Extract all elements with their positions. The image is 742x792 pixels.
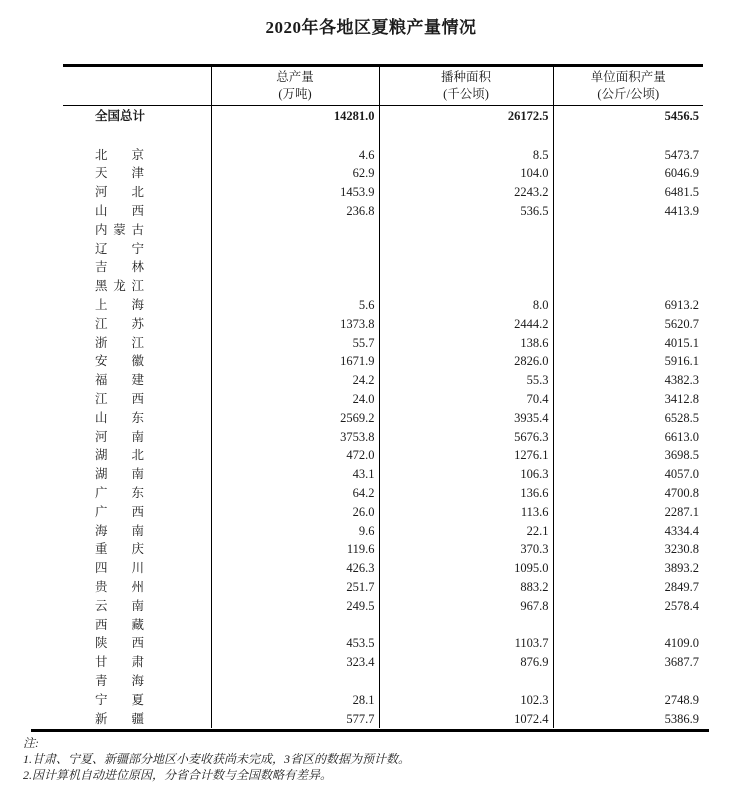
cell-value: 64.2	[211, 484, 379, 503]
cell-value: 2826.0	[379, 352, 553, 371]
cell-value: 4.6	[211, 146, 379, 165]
cell-value	[553, 672, 703, 691]
region-name: 湖 南	[95, 467, 144, 482]
column-header-total-output	[211, 66, 379, 106]
region-name: 浙 江	[95, 335, 144, 350]
national-total-row	[63, 106, 703, 126]
cell-value: 1072.4	[379, 709, 553, 728]
table-row	[63, 183, 703, 202]
cell-value: 4700.8	[553, 484, 703, 503]
table-row	[63, 164, 703, 183]
cell-value	[211, 258, 379, 277]
table-body	[63, 106, 703, 729]
cell-value: 967.8	[379, 597, 553, 616]
table-row	[63, 277, 703, 296]
cell-value: 5620.7	[553, 315, 703, 334]
cell-value	[379, 277, 553, 296]
grain-production-table	[63, 64, 703, 728]
table-row	[63, 691, 703, 710]
cell-value: 9.6	[211, 521, 379, 540]
cell-value: 453.5	[211, 634, 379, 653]
cell-value: 104.0	[379, 164, 553, 183]
table-row	[63, 503, 703, 522]
cell-value: 26.0	[211, 503, 379, 522]
table-row	[63, 465, 703, 484]
cell-value	[553, 277, 703, 296]
region-name: 上 海	[95, 298, 144, 313]
cell-value: 1373.8	[211, 315, 379, 334]
cell-value: 55.3	[379, 371, 553, 390]
cell-value: 3698.5	[553, 446, 703, 465]
table-row	[63, 597, 703, 616]
cell-value: 323.4	[211, 653, 379, 672]
column-header-name: 总产量	[276, 69, 314, 84]
cell-value: 6481.5	[553, 183, 703, 202]
region-name: 吉 林	[95, 260, 144, 275]
cell-value: 4334.4	[553, 521, 703, 540]
notes-label: 注:	[23, 736, 39, 750]
cell-value	[553, 258, 703, 277]
cell-value: 251.7	[211, 578, 379, 597]
header-row	[63, 66, 703, 106]
table-row	[63, 446, 703, 465]
cell-value: 102.3	[379, 691, 553, 710]
region-name: 四 川	[95, 561, 144, 576]
table-row	[63, 296, 703, 315]
cell-value	[379, 221, 553, 240]
cell-value: 3753.8	[211, 427, 379, 446]
cell-value: 106.3	[379, 465, 553, 484]
cell-value: 472.0	[211, 446, 379, 465]
cell-value: 536.5	[379, 202, 553, 221]
table-bottom-rule	[31, 729, 709, 732]
cell-value	[379, 239, 553, 258]
table-row	[63, 239, 703, 258]
note-line-1: 1.甘肃、宁夏、新疆部分地区小麦收获尚未完成，3省区的数据为预计数。	[23, 751, 411, 766]
region-name: 江 苏	[95, 316, 144, 331]
cell-value: 2287.1	[553, 503, 703, 522]
cell-value: 3935.4	[379, 409, 553, 428]
column-header-name: 播种面积	[440, 69, 491, 84]
table-row	[63, 333, 703, 352]
cell-value	[211, 277, 379, 296]
region-name: 贵 州	[95, 579, 144, 594]
note-line-2: 2.因计算机自动进位原因，分省合计数与全国数略有差异。	[23, 767, 333, 782]
cell-value: 6613.0	[553, 427, 703, 446]
table-row	[63, 221, 703, 240]
cell-value: 8.0	[379, 296, 553, 315]
cell-value: 3230.8	[553, 540, 703, 559]
cell-value: 70.4	[379, 390, 553, 409]
region-name: 重 庆	[95, 542, 144, 557]
table-row	[63, 352, 703, 371]
cell-value: 1103.7	[379, 634, 553, 653]
region-name: 全 国 总 计	[95, 108, 146, 123]
region-name: 云 南	[95, 598, 144, 613]
cell-value: 2243.2	[379, 183, 553, 202]
cell-value: 370.3	[379, 540, 553, 559]
cell-value: 1276.1	[379, 446, 553, 465]
region-name: 山 西	[95, 204, 144, 219]
table-row	[63, 427, 703, 446]
region-name: 西 藏	[95, 617, 144, 632]
cell-value: 5386.9	[553, 709, 703, 728]
cell-value: 5916.1	[553, 352, 703, 371]
table-row	[63, 146, 703, 165]
cell-value: 113.6	[379, 503, 553, 522]
region-name: 海 南	[95, 523, 144, 538]
cell-value: 4109.0	[553, 634, 703, 653]
region-name: 陕 西	[95, 636, 144, 651]
region-name: 青 海	[95, 673, 144, 688]
cell-value: 4413.9	[553, 202, 703, 221]
cell-value: 6046.9	[553, 164, 703, 183]
cell-value: 6913.2	[553, 296, 703, 315]
table-row	[63, 709, 703, 728]
column-header-name: 单位面积产量	[590, 69, 666, 84]
cell-value: 1453.9	[211, 183, 379, 202]
table-row	[63, 258, 703, 277]
cell-value: 22.1	[379, 521, 553, 540]
table-row	[63, 672, 703, 691]
cell-value: 138.6	[379, 333, 553, 352]
region-name: 河 南	[95, 429, 144, 444]
table-row	[63, 653, 703, 672]
cell-value: 55.7	[211, 333, 379, 352]
cell-value: 28.1	[211, 691, 379, 710]
cell-value: 24.2	[211, 371, 379, 390]
notes-section	[23, 736, 723, 783]
cell-value: 426.3	[211, 559, 379, 578]
table-row	[63, 559, 703, 578]
cell-value: 5.6	[211, 296, 379, 315]
cell-value: 883.2	[379, 578, 553, 597]
cell-value: 4015.1	[553, 333, 703, 352]
region-name: 天 津	[95, 166, 144, 181]
cell-value: 2748.9	[553, 691, 703, 710]
cell-value: 119.6	[211, 540, 379, 559]
region-name: 内 蒙 古	[95, 222, 144, 237]
cell-value: 8.5	[379, 146, 553, 165]
table-row	[63, 521, 703, 540]
cell-value: 2444.2	[379, 315, 553, 334]
cell-yield: 5456.5	[553, 106, 703, 126]
cell-value: 2569.2	[211, 409, 379, 428]
cell-value: 3687.7	[553, 653, 703, 672]
region-name: 甘 肃	[95, 655, 144, 670]
cell-value	[211, 615, 379, 634]
region-name: 北 京	[95, 147, 144, 162]
cell-value: 2849.7	[553, 578, 703, 597]
cell-value: 5676.3	[379, 427, 553, 446]
region-name: 宁 夏	[95, 692, 144, 707]
cell-value	[379, 672, 553, 691]
region-name: 河 北	[95, 185, 144, 200]
cell-value	[211, 221, 379, 240]
table-row	[63, 202, 703, 221]
region-header-cell	[63, 66, 211, 106]
cell-value: 577.7	[211, 709, 379, 728]
cell-value: 3893.2	[553, 559, 703, 578]
table-row	[63, 315, 703, 334]
cell-value: 3412.8	[553, 390, 703, 409]
cell-value	[553, 615, 703, 634]
column-header-yield-per-area	[553, 66, 703, 106]
cell-value: 136.6	[379, 484, 553, 503]
cell-value	[211, 672, 379, 691]
region-name: 山 东	[95, 410, 144, 425]
table-row	[63, 578, 703, 597]
cell-value: 43.1	[211, 465, 379, 484]
cell-value: 1671.9	[211, 352, 379, 371]
table-row	[63, 390, 703, 409]
table-row	[63, 371, 703, 390]
cell-value	[211, 239, 379, 258]
cell-sown-area: 26172.5	[379, 106, 553, 126]
region-name: 广 西	[95, 504, 144, 519]
table-row	[63, 615, 703, 634]
cell-value	[553, 239, 703, 258]
cell-total-output: 14281.0	[211, 106, 379, 126]
column-header-sown-area	[379, 66, 553, 106]
cell-value: 4057.0	[553, 465, 703, 484]
cell-value: 6528.5	[553, 409, 703, 428]
table-row	[63, 484, 703, 503]
cell-value: 1095.0	[379, 559, 553, 578]
region-name: 福 建	[95, 373, 144, 388]
spacer-row	[63, 126, 703, 146]
column-header-unit: (万吨)	[278, 87, 312, 101]
region-name: 辽 宁	[95, 241, 144, 256]
table-row	[63, 634, 703, 653]
region-name: 广 东	[95, 485, 144, 500]
table-row	[63, 540, 703, 559]
page-title: 2020年各地区夏粮产量情况	[265, 18, 477, 37]
cell-value: 5473.7	[553, 146, 703, 165]
column-header-unit: (公斤/公顷)	[597, 87, 660, 101]
cell-value	[379, 615, 553, 634]
cell-value: 249.5	[211, 597, 379, 616]
cell-value: 236.8	[211, 202, 379, 221]
cell-value: 24.0	[211, 390, 379, 409]
cell-value: 2578.4	[553, 597, 703, 616]
region-name: 黑 龙 江	[95, 279, 144, 294]
table-row	[63, 409, 703, 428]
region-name: 江 西	[95, 392, 144, 406]
cell-value	[553, 221, 703, 240]
region-name: 安 徽	[95, 354, 144, 369]
column-header-unit: (千公顷)	[443, 87, 489, 101]
cell-value: 4382.3	[553, 371, 703, 390]
cell-value: 62.9	[211, 164, 379, 183]
region-name: 新 疆	[95, 711, 144, 726]
cell-value	[379, 258, 553, 277]
region-name: 湖 北	[95, 448, 144, 463]
cell-value: 876.9	[379, 653, 553, 672]
